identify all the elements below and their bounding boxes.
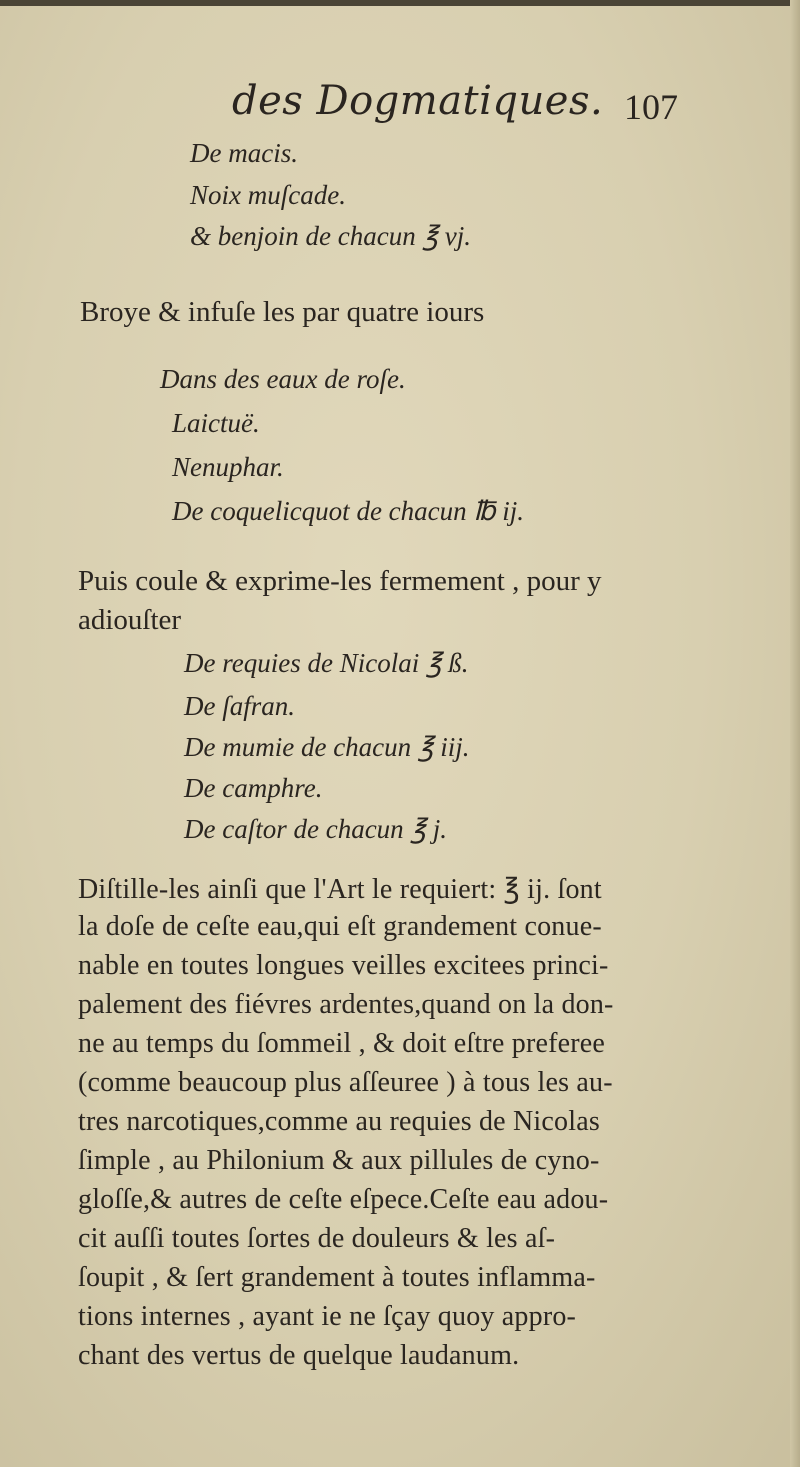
paragraph-line: ſoupit , & ſert grandement à toutes inflamma- — [78, 1262, 596, 1293]
paragraph-line: tions internes , ayant ie ne ſçay quoy appro- — [78, 1301, 577, 1332]
paragraph-line: cit auſſi toutes ſortes de douleurs & les aſ- — [78, 1223, 556, 1254]
paragraph-line: (comme beaucoup plus aſſeuree ) à tous les au- — [78, 1067, 613, 1098]
paragraph-line: nable en toutes longues veilles excitees princi- — [78, 950, 609, 981]
ingredient-line: De mumie de chacun ℥ iij. — [184, 732, 470, 762]
instruction-line: Broye & infuſe les par quatre iours — [80, 296, 485, 328]
ingredient-line: De macis. — [190, 138, 298, 168]
instruction-line: Puis coule & exprime-les fermement , pour y — [78, 565, 602, 597]
ingredient-line: De camphre. — [184, 773, 323, 803]
instruction-line: adiouſter — [78, 604, 182, 636]
paragraph-line: tres narcotiques,comme au requies de Nicolas — [78, 1106, 600, 1137]
paragraph-line: ne au temps du ſommeil , & doit eſtre preferee — [78, 1028, 606, 1059]
ingredient-line: De requies de Nicolai ℥ ß. — [184, 648, 469, 678]
page-top-edge — [0, 0, 800, 6]
ingredient-line: Laictuë. — [172, 408, 260, 438]
ingredient-line: De caſtor de chacun ℥ j. — [184, 814, 448, 844]
paragraph-line: Diſtille-les ainſi que l'Art le requiert: ℥ ij. ſont — [78, 874, 602, 905]
ingredient-line: & benjoin de chacun ℥ vj. — [190, 221, 472, 251]
paragraph-line: gloſſe,& autres de ceſte eſpece.Ceſte eau adou- — [78, 1184, 609, 1215]
ingredient-line: Noix muſcade. — [190, 180, 346, 210]
page-number: 107 — [624, 87, 678, 127]
paragraph-line: la doſe de ceſte eau,qui eſt grandement conue- — [78, 911, 602, 942]
paragraph-line: chant des vertus de quelque laudanum. — [78, 1340, 520, 1371]
paragraph-line: ſimple , au Philonium & aux pillules de cyno- — [78, 1145, 600, 1176]
ingredient-line: De coquelicquot de chacun ℔ ij. — [172, 496, 524, 526]
paragraph-line: palement des fiévres ardentes,quand on la don- — [78, 989, 614, 1020]
running-title: des Dogmatiques. — [232, 78, 604, 124]
ingredient-line: De ſafran. — [184, 691, 295, 721]
ingredient-line: Nenuphar. — [172, 452, 284, 482]
page-right-edge — [790, 0, 800, 1467]
ingredient-line: Dans des eaux de roſe. — [160, 364, 406, 394]
